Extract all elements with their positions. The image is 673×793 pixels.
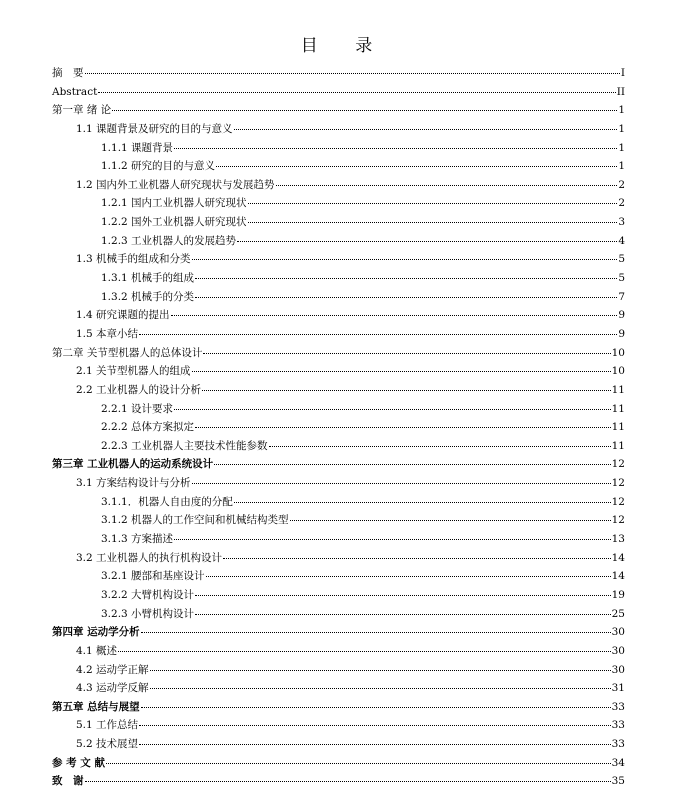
toc-entry-label: 1.2.3 工业机器人的发展趋势 <box>101 234 237 247</box>
toc-entry-page-number: 5 <box>618 272 625 285</box>
toc-entry-label: 4.1 概述 <box>76 644 118 657</box>
toc-entry-page-number: 35 <box>611 775 625 788</box>
dot-leader <box>150 687 611 689</box>
toc-entry[interactable] <box>52 586 625 605</box>
toc-entry-label: 1.5 本章小结 <box>76 327 139 340</box>
dot-leader <box>202 389 611 391</box>
dot-leader <box>195 296 617 298</box>
dot-leader <box>237 240 617 242</box>
toc-entry[interactable] <box>52 64 625 83</box>
toc-entry-label: 第四章 运动学分析 <box>52 626 140 639</box>
toc-entry-label: 第三章 工业机器人的运动系统设计 <box>52 458 214 471</box>
toc-entry[interactable] <box>52 661 625 680</box>
toc-entry-label: 2.2.1 设计要求 <box>101 402 174 415</box>
toc-entry[interactable] <box>52 101 625 120</box>
toc-entry[interactable] <box>52 772 625 791</box>
toc-entry-label: 第一章 绪 论 <box>52 104 112 117</box>
toc-entry-label: 1.1.2 研究的目的与意义 <box>101 160 216 173</box>
dot-leader <box>214 463 610 465</box>
toc-entry[interactable] <box>52 474 625 493</box>
toc-entry-label: 1.3.1 机械手的组成 <box>101 272 195 285</box>
toc-entry-page-number: 30 <box>611 626 625 639</box>
dot-leader <box>174 538 611 540</box>
toc-entry-page-number: 12 <box>611 477 625 490</box>
toc-entry[interactable] <box>52 400 625 419</box>
toc-entry-page-number: 11 <box>611 402 625 415</box>
dot-leader <box>106 762 611 764</box>
toc-entry[interactable] <box>52 120 625 139</box>
toc-entry[interactable] <box>52 213 625 232</box>
toc-entry-label: 2.1 关节型机器人的组成 <box>76 365 191 378</box>
toc-entry[interactable] <box>52 362 625 381</box>
dot-leader <box>171 314 618 316</box>
toc-entry[interactable] <box>52 567 625 586</box>
toc-entry-label: 3.2.3 小臂机构设计 <box>101 607 195 620</box>
toc-entry-label: 1.2.2 国外工业机器人研究现状 <box>101 216 247 229</box>
toc-entry-page-number: 33 <box>611 738 625 751</box>
toc-entry-page-number: 3 <box>618 216 625 229</box>
dot-leader <box>195 594 611 596</box>
toc-entry-page-number: 2 <box>618 178 625 191</box>
toc-entry-page-number: 34 <box>611 756 625 769</box>
toc-entry[interactable] <box>52 623 625 642</box>
dot-leader <box>174 408 611 410</box>
toc-entry-page-number: 30 <box>611 663 625 676</box>
toc-entry-label: 4.3 运动学反解 <box>76 682 149 695</box>
dot-leader <box>234 128 618 130</box>
toc-entry[interactable] <box>52 511 625 530</box>
toc-entry-label: 1.1.1 课题背景 <box>101 141 174 154</box>
toc-entry-page-number: 4 <box>618 234 625 247</box>
toc-entry-page-number: 25 <box>611 607 625 620</box>
toc-entry[interactable] <box>52 549 625 568</box>
toc-entry-label: 4.2 运动学正解 <box>76 663 149 676</box>
toc-entry-page-number: 33 <box>611 700 625 713</box>
toc-entry-page-number: II <box>616 85 625 98</box>
toc-entry-label: 3.1.2 机器人的工作空间和机械结构类型 <box>101 514 289 527</box>
toc-entry-page-number: 5 <box>618 253 625 266</box>
toc-entry-page-number: 14 <box>611 551 625 564</box>
toc-entry-page-number: 9 <box>618 327 625 340</box>
dot-leader <box>150 669 611 671</box>
toc-entry-page-number: I <box>620 67 625 79</box>
toc-entry-page-number: 2 <box>618 197 625 210</box>
toc-entry[interactable] <box>52 381 625 400</box>
toc-entry[interactable] <box>52 493 625 512</box>
toc-entry-page-number: 31 <box>611 682 625 695</box>
dot-leader <box>192 482 611 484</box>
toc-entry-page-number: 33 <box>611 719 625 732</box>
dot-leader <box>203 352 610 354</box>
dot-leader <box>141 706 611 708</box>
toc-entry-page-number: 14 <box>611 570 625 583</box>
toc-entry-label: 5.1 工作总结 <box>76 719 139 732</box>
toc-entry[interactable] <box>52 83 625 102</box>
dot-leader <box>223 557 611 559</box>
toc-entry[interactable] <box>52 735 625 754</box>
dot-leader <box>85 72 620 74</box>
toc-entry-page-number: 11 <box>611 439 625 452</box>
toc-entry-label: 致 谢 <box>52 775 84 788</box>
dot-leader <box>139 333 617 335</box>
toc-entry[interactable] <box>52 325 625 344</box>
page-title: 目 录 <box>300 36 389 56</box>
dot-leader <box>290 519 611 521</box>
dot-leader <box>206 575 611 577</box>
dot-leader <box>269 445 611 447</box>
dot-leader <box>248 221 618 223</box>
toc-entry-label: 1.2.1 国内工业机器人研究现状 <box>101 197 247 210</box>
toc-entry-label: 1.1 课题背景及研究的目的与意义 <box>76 122 233 135</box>
toc-entry-page-number: 30 <box>611 644 625 657</box>
dot-leader <box>112 109 617 111</box>
dot-leader <box>118 650 611 652</box>
toc-entry-page-number: 12 <box>611 458 625 471</box>
toc-entry[interactable] <box>52 139 625 158</box>
toc-entry-label: 1.3.2 机械手的分类 <box>101 290 195 303</box>
toc-entry-label: 3.2 工业机器人的执行机构设计 <box>76 551 223 564</box>
toc-entry[interactable] <box>52 157 625 176</box>
toc-entry-label: 1.3 机械手的组成和分类 <box>76 253 191 266</box>
dot-leader <box>195 277 617 279</box>
toc-entry-page-number: 1 <box>618 104 625 117</box>
dot-leader <box>195 613 611 615</box>
toc-entry-label: 第二章 关节型机器人的总体设计 <box>52 346 203 359</box>
toc-entry[interactable] <box>52 530 625 549</box>
dot-leader <box>192 370 611 372</box>
dot-leader <box>139 724 611 726</box>
toc-entry-page-number: 9 <box>618 309 625 322</box>
toc-entry[interactable] <box>52 232 625 251</box>
toc-entry-label: 3.2.1 腰部和基座设计 <box>101 570 205 583</box>
toc-entry-page-number: 13 <box>611 533 625 546</box>
toc-entry-page-number: 10 <box>611 346 625 359</box>
toc-entry-page-number: 7 <box>618 290 625 303</box>
toc-entry[interactable] <box>52 698 625 717</box>
toc-entry-page-number: 12 <box>611 495 625 508</box>
toc-entry[interactable] <box>52 250 625 269</box>
toc-entry[interactable] <box>52 642 625 661</box>
toc-entry[interactable] <box>52 605 625 624</box>
toc-entry-page-number: 19 <box>611 588 625 601</box>
toc-entry[interactable] <box>52 288 625 307</box>
toc-entry-label: 3.2.2 大臂机构设计 <box>101 588 195 601</box>
toc-entry-label: 1.4 研究课题的提出 <box>76 309 170 322</box>
toc-entry-label: Abstract <box>52 85 98 98</box>
toc-entry[interactable] <box>52 344 625 363</box>
toc-entry[interactable] <box>52 437 625 456</box>
toc-entry[interactable] <box>52 418 625 437</box>
toc-entry-label: 3.1.3 方案描述 <box>101 533 174 546</box>
dot-leader <box>141 631 611 633</box>
toc-entry[interactable] <box>52 194 625 213</box>
toc-entry-label: 第五章 总结与展望 <box>52 700 140 713</box>
toc-entry-label: 2.2.3 工业机器人主要技术性能参数 <box>101 439 268 452</box>
dot-leader <box>276 184 618 186</box>
dot-leader <box>139 743 611 745</box>
toc-entry[interactable] <box>52 455 625 474</box>
toc-entry[interactable] <box>52 269 625 288</box>
toc-entry[interactable] <box>52 716 625 735</box>
toc-entry[interactable] <box>52 679 625 698</box>
toc-entry-page-number: 1 <box>618 122 625 135</box>
dot-leader <box>216 165 617 167</box>
toc-entry-label: 1.2 国内外工业机器人研究现状与发展趋势 <box>76 178 275 191</box>
dot-leader <box>192 258 618 260</box>
dot-leader <box>174 147 617 149</box>
toc-entry-page-number: 1 <box>618 141 625 154</box>
table-of-contents <box>52 64 625 791</box>
dot-leader <box>98 91 615 93</box>
toc-entry-label: 摘 要 <box>52 67 84 79</box>
toc-entry-page-number: 12 <box>611 514 625 527</box>
toc-entry-page-number: 10 <box>611 365 625 378</box>
toc-entry-label: 3.1 方案结构设计与分析 <box>76 477 191 490</box>
toc-entry[interactable] <box>52 306 625 325</box>
toc-entry-page-number: 1 <box>618 160 625 173</box>
toc-entry-page-number: 11 <box>611 383 625 396</box>
dot-leader <box>234 501 611 503</box>
toc-entry-label: 5.2 技术展望 <box>76 738 139 751</box>
toc-entry-label: 2.2 工业机器人的设计分析 <box>76 383 202 396</box>
dot-leader <box>85 780 611 782</box>
toc-entry-label: 3.1.1．机器人自由度的分配 <box>101 495 233 508</box>
toc-entry[interactable] <box>52 754 625 773</box>
dot-leader <box>248 202 618 204</box>
toc-entry-label: 2.2.2 总体方案拟定 <box>101 421 195 434</box>
toc-entry[interactable] <box>52 176 625 195</box>
toc-entry-label: 参 考 文 献 <box>52 756 105 769</box>
dot-leader <box>195 426 611 428</box>
toc-entry-page-number: 11 <box>611 421 625 434</box>
